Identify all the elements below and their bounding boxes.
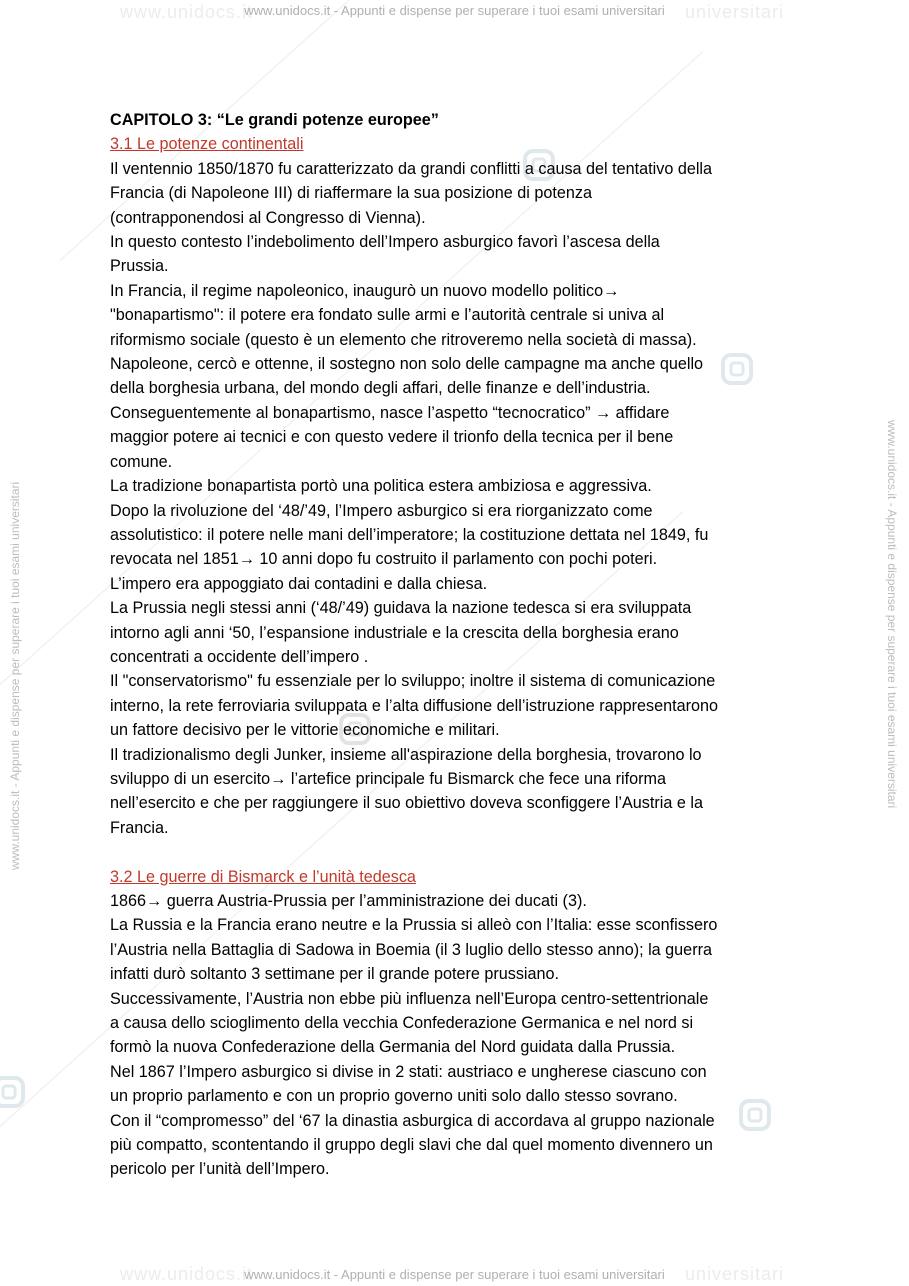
paragraph-line: Francia. bbox=[110, 818, 169, 837]
paragraph-line: comune. bbox=[110, 452, 173, 471]
paragraph-line: nell’esercito e che per raggiungere il suo obiettivo doveva sconfiggere l’Austria e la bbox=[110, 794, 703, 813]
paragraph-line: Nel 1867 l’Impero asburgico si divise in 2 stati: austriaco e ungherese ciascuno con bbox=[110, 1062, 707, 1081]
watermark-ghost-text: universitari bbox=[685, 1264, 785, 1284]
paragraph-line: La Prussia negli stessi anni (‘48/’49) guidava la nazione tedesca si era sviluppata bbox=[110, 599, 692, 618]
paragraph-line: assolutistico: il potere nelle mani dell’imperatore; la costituzione dettata nel 1849, fu bbox=[110, 525, 709, 544]
paragraph-line: un fattore decisivo per le vittorie economiche e militari. bbox=[110, 721, 500, 740]
paragraph-line: più compatto, scontentando il gruppo degli slavi che dal quel momento divennero un bbox=[110, 1136, 713, 1155]
paragraph-line: Il ventennio 1850/1870 fu caratterizzato da grandi conflitti a causa del tentativo della bbox=[110, 159, 713, 178]
paragraph-line: Con il “compromesso” del ‘67 la dinastia asburgica di accordava al gruppo nazionale bbox=[110, 1111, 715, 1130]
paragraph-line: interno, la rete ferroviaria sviluppata e l’alta diffusione dell’istruzione rappresentarono bbox=[110, 696, 718, 715]
watermark-side-left: www.unidocs.it - Appunti e dispense per superare i tuoi esami universitari bbox=[8, 481, 22, 870]
paragraph-line: In Francia, il regime napoleonico, inaugurò un nuovo modello politico→ bbox=[110, 281, 620, 300]
watermark-header: www.unidocs.it - Appunti e dispense per superare i tuoi esami universitari bbox=[244, 3, 665, 18]
paragraph-line: Francia (di Napoleone III) di riaffermare la sua posizione di potenza bbox=[110, 184, 592, 203]
watermark-ghost-text: universitari bbox=[685, 2, 785, 22]
watermark-ghost-text: www.unidocs.it bbox=[120, 1264, 254, 1284]
chapter-title: CAPITOLO 3: “Le grandi potenze europee” bbox=[110, 111, 439, 129]
paragraph-line: La Russia e la Francia erano neutre e la Prussia si alleò con l’Italia: esse sconfissero bbox=[110, 916, 718, 935]
paragraph-line: formò la nuova Confederazione della Germania del Nord guidata dalla Prussia. bbox=[110, 1038, 676, 1057]
paragraph-line: 1866→ guerra Austria-Prussia per l’amministrazione dei ducati (3). bbox=[110, 891, 587, 910]
document-body bbox=[110, 108, 810, 1182]
paragraph-line: a causa dello scioglimento della vecchia Confederazione Germanica e nel nord si bbox=[110, 1014, 694, 1033]
paragraph-line: infatti durò soltanto 3 settimane per il grande potere prussiano. bbox=[110, 965, 560, 984]
paragraph-line: Prussia. bbox=[110, 257, 169, 276]
paragraph-line: sviluppo di un esercito→ l’artefice principale fu Bismarck che fece una riforma bbox=[110, 769, 667, 788]
watermark-footer: www.unidocs.it - Appunti e dispense per superare i tuoi esami universitari bbox=[244, 1267, 665, 1282]
paragraph-line: Successivamente, l’Austria non ebbe più influenza nell’Europa centro-settentrionale bbox=[110, 989, 709, 1008]
section-body bbox=[110, 889, 810, 1182]
paragraph-line: Conseguentemente al bonapartismo, nasce l’aspetto “tecnocratico” → affidare bbox=[110, 403, 670, 422]
paragraph-line: intorno agli anni ‘50, l’espansione industriale e la crescita della borghesia erano bbox=[110, 623, 679, 642]
section-heading: 3.1 Le potenze continentali bbox=[110, 135, 304, 154]
paragraph-line: della borghesia urbana, del mondo degli affari, delle finanze e dell’industria. bbox=[110, 379, 651, 398]
paragraph-line: L’impero era appoggiato dai contadini e dalla chiesa. bbox=[110, 574, 488, 593]
section-heading: 3.2 Le guerre di Bismarck e l’unità tedesca bbox=[110, 867, 416, 886]
watermark-logo-icon bbox=[0, 1075, 26, 1109]
watermark-ghost-text: www.unidocs.it bbox=[120, 2, 254, 22]
paragraph-line: "bonapartismo": il potere era fondato sulle armi e l’autorità centrale si univa al bbox=[110, 306, 665, 325]
paragraph-line: revocata nel 1851→ 10 anni dopo fu costruito il parlamento con pochi poteri. bbox=[110, 550, 658, 569]
section-body bbox=[110, 157, 810, 840]
paragraph-line: riformismo sociale (questo è un elemento che ritroveremo nella società di massa). bbox=[110, 330, 697, 349]
watermark-side-right: www.unidocs.it - Appunti e dispense per superare i tuoi esami universitari bbox=[885, 420, 899, 809]
paragraph-line: Dopo la rivoluzione del ‘48/’49, l’Impero asburgico si era riorganizzato come bbox=[110, 501, 653, 520]
paragraph-line: Il tradizionalismo degli Junker, insieme all'aspirazione della borghesia, trovarono lo bbox=[110, 745, 702, 764]
paragraph-line: Napoleone, cercò e ottenne, il sostegno non solo delle campagne ma anche quello bbox=[110, 355, 704, 374]
paragraph-line: In questo contesto l’indebolimento dell’Impero asburgico favorì l’ascesa della bbox=[110, 233, 660, 252]
paragraph-line: l’Austria nella Battaglia di Sadowa in Boemia (il 3 luglio dello stesso anno); la guerra bbox=[110, 940, 712, 959]
paragraph-line: un proprio parlamento e con un proprio governo uniti solo dallo stesso sovrano. bbox=[110, 1087, 678, 1106]
paragraph-line: La tradizione bonapartista portò una politica estera ambiziosa e aggressiva. bbox=[110, 477, 652, 496]
blank-line bbox=[110, 840, 810, 864]
paragraph-line: concentrati a occidente dell’impero . bbox=[110, 647, 369, 666]
paragraph-line: (contrapponendosi al Congresso di Vienna). bbox=[110, 208, 426, 227]
paragraph-line: Il "conservatorismo" fu essenziale per lo sviluppo; inoltre il sistema di comunicazione bbox=[110, 672, 716, 691]
paragraph-line: maggior potere ai tecnici e con questo vedere il trionfo della tecnica per il bene bbox=[110, 428, 674, 447]
paragraph-line: pericolo per l’unità dell’Impero. bbox=[110, 1160, 330, 1179]
